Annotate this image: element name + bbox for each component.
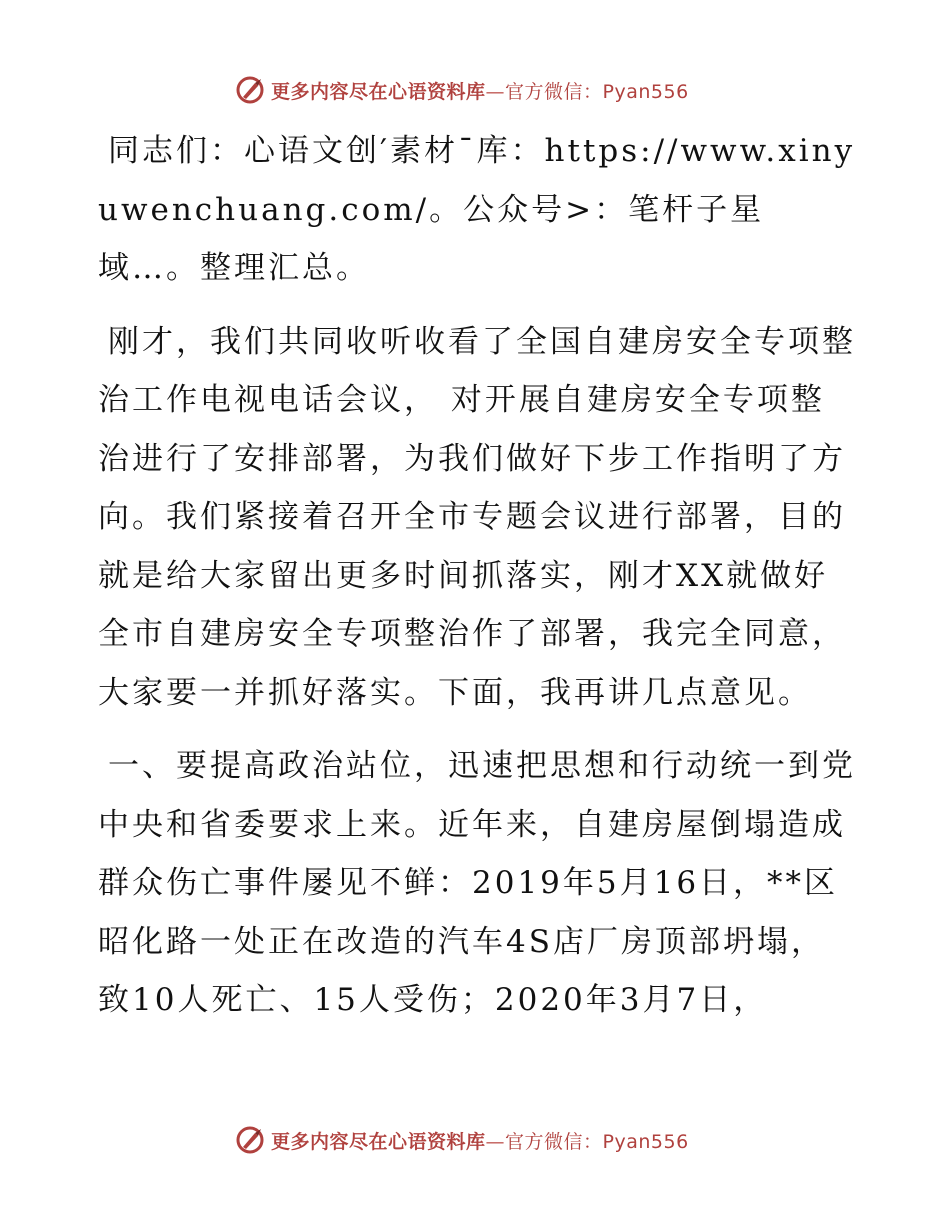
watermark-brand: 更多内容尽在心语资料库 — [271, 80, 486, 103]
paragraph-intro: 刚才，我们共同收听收看了全国自建房安全专项整治工作电视电话会议， 对开展自建房安全专项整治进行了安排部署，为我们做好下步工作指明了方向。我们紧接着召开全市专题会议进行部署，目的就是给大家留出更多时间抓落实，刚才XX就做好全市自建房安全专项整治作了部署，我完全同意，大家要一并抓好落实。下面，我再讲几点意见。 — [98, 323, 856, 711]
watermark-text — [271, 1127, 689, 1154]
document-body — [98, 122, 858, 1030]
watermark-separator: — — [485, 80, 506, 103]
watermark-footer — [235, 1123, 689, 1157]
watermark-contact: 官方微信：Pyan556 — [505, 1130, 689, 1153]
watermark-header — [235, 73, 689, 107]
paragraph-section-one: 一、要提高政治站位，迅速把思想和行动统一到党中央和省委要求上来。近年来，自建房屋倒塌造成群众伤亡事件屡见不鲜：2019年5月16日，**区昭化路一处正在改造的汽车4S店厂房顶部坍塌，致10人死亡、15人受伤；2020年3月7日， — [98, 748, 856, 1018]
quill-pen-circle-icon — [235, 1125, 265, 1155]
watermark-text — [271, 77, 689, 104]
watermark-contact: 官方微信：Pyan556 — [505, 80, 689, 103]
watermark-brand: 更多内容尽在心语资料库 — [271, 1130, 486, 1153]
paragraph-greeting: 同志们：心语文创′素材¯库：https://www.xinyuwenchuang.com/。公众号>：笔杆子星域…。整理汇总。 — [98, 133, 856, 286]
quill-pen-circle-icon — [235, 75, 265, 105]
watermark-separator: — — [485, 1130, 506, 1153]
